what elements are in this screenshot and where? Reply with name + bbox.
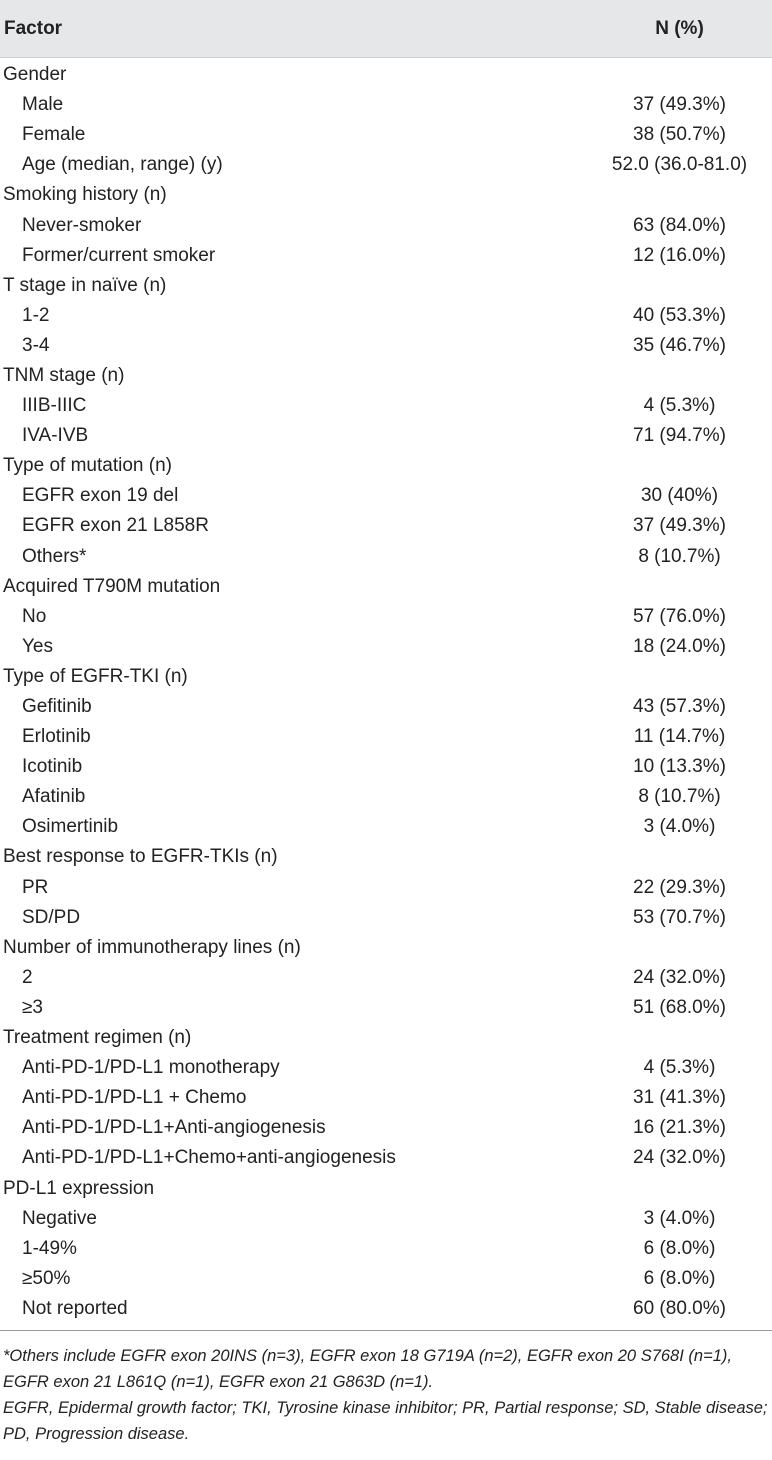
table-row <box>0 1143 772 1173</box>
factor-cell: SD/PD <box>22 906 81 928</box>
table-body <box>0 58 772 1324</box>
factor-cell: Others* <box>22 545 87 567</box>
table-row <box>0 692 772 722</box>
factor-cell: Best response to EGFR-TKIs (n) <box>3 846 278 868</box>
factor-cell: 2 <box>22 966 33 988</box>
value-cell: 43 (57.3%) <box>633 696 726 718</box>
value-cell: 71 (94.7%) <box>633 425 726 447</box>
table-row <box>0 782 772 812</box>
value-cell: 57 (76.0%) <box>633 605 726 627</box>
table-section-row <box>0 361 772 391</box>
value-cell: 11 (14.7%) <box>633 726 726 748</box>
factor-cell: Afatinib <box>22 786 86 808</box>
table-section-row <box>0 662 772 692</box>
factor-cell: Smoking history (n) <box>3 184 167 206</box>
factor-cell: Not reported <box>22 1297 128 1319</box>
table-row <box>0 1294 772 1324</box>
table-row <box>0 210 772 240</box>
table-row <box>0 331 772 361</box>
factor-cell: T stage in naïve (n) <box>3 274 167 296</box>
table-row <box>0 481 772 511</box>
table-row <box>0 1083 772 1113</box>
value-cell: 38 (50.7%) <box>633 124 726 146</box>
factor-cell: Gender <box>3 64 67 86</box>
table-row <box>0 1204 772 1234</box>
value-cell: 51 (68.0%) <box>633 996 726 1018</box>
factor-cell: Age (median, range) (y) <box>22 154 223 176</box>
header-n-percent: N (%) <box>655 17 704 39</box>
table-section-row <box>0 451 772 481</box>
factor-cell: 1-2 <box>22 304 50 326</box>
table-section-row <box>0 60 772 90</box>
table-section-row <box>0 271 772 301</box>
factor-cell: Type of mutation (n) <box>3 455 172 477</box>
factor-cell: 1-49% <box>22 1237 77 1259</box>
factor-cell: Former/current smoker <box>22 244 216 266</box>
value-cell: 10 (13.3%) <box>633 756 726 778</box>
value-cell: 37 (49.3%) <box>633 94 726 116</box>
factor-cell: Yes <box>22 635 53 657</box>
table-row <box>0 90 772 120</box>
header-factor: Factor <box>4 17 63 39</box>
factor-cell: 3-4 <box>22 334 50 356</box>
factor-cell: PD-L1 expression <box>3 1177 155 1199</box>
factor-cell: Osimertinib <box>22 816 119 838</box>
footnote-abbreviations: EGFR, Epidermal growth factor; TKI, Tyrosine kinase inhibitor; PR, Partial response; SD, Stable disease; PD, Progression disease. <box>3 1398 768 1443</box>
factor-cell: IIIB-IIIC <box>22 395 87 417</box>
factor-cell: Female <box>22 124 86 146</box>
factor-cell: TNM stage (n) <box>3 364 125 386</box>
table-section-row <box>0 572 772 602</box>
factor-cell: Male <box>22 94 64 116</box>
table-row <box>0 1053 772 1083</box>
table-section-row <box>0 1173 772 1203</box>
value-cell: 3 (4.0%) <box>643 1207 716 1229</box>
factor-cell: Treatment regimen (n) <box>3 1027 192 1049</box>
table-row <box>0 421 772 451</box>
table-header-row <box>0 0 772 58</box>
value-cell: 24 (32.0%) <box>633 966 726 988</box>
factor-cell: Anti-PD-1/PD-L1+Anti-angiogenesis <box>22 1117 326 1139</box>
value-cell: 30 (40%) <box>640 485 719 507</box>
factor-cell: Type of EGFR-TKI (n) <box>3 665 188 687</box>
table-row <box>0 752 772 782</box>
table-row <box>0 812 772 842</box>
value-cell: 18 (24.0%) <box>633 635 726 657</box>
value-cell: 6 (8.0%) <box>643 1267 716 1289</box>
factor-cell: Acquired T790M mutation <box>3 575 221 597</box>
value-cell: 63 (84.0%) <box>633 214 726 236</box>
table-row <box>0 873 772 903</box>
value-cell: 8 (10.7%) <box>638 545 721 567</box>
table-row <box>0 1264 772 1294</box>
table-row <box>0 391 772 421</box>
factor-cell: ≥50% <box>22 1267 71 1289</box>
factor-cell: Negative <box>22 1207 97 1229</box>
value-cell: 6 (8.0%) <box>643 1237 716 1259</box>
table-row <box>0 301 772 331</box>
value-cell: 22 (29.3%) <box>633 876 726 898</box>
factor-cell: Anti-PD-1/PD-L1 monotherapy <box>22 1057 280 1079</box>
value-cell: 52.0 (36.0-81.0) <box>611 154 748 176</box>
table-section-row <box>0 842 772 872</box>
value-cell: 31 (41.3%) <box>633 1087 726 1109</box>
value-cell: 35 (46.7%) <box>633 334 726 356</box>
factor-cell: IVA-IVB <box>22 425 89 447</box>
table-row <box>0 1113 772 1143</box>
value-cell: 60 (80.0%) <box>633 1297 726 1319</box>
table-row <box>0 120 772 150</box>
value-cell: 12 (16.0%) <box>633 244 726 266</box>
factor-cell: ≥3 <box>22 996 43 1018</box>
table-section-row <box>0 933 772 963</box>
factor-cell: Never-smoker <box>22 214 142 236</box>
value-cell: 4 (5.3%) <box>643 395 716 417</box>
table-row <box>0 150 772 180</box>
factor-cell: Anti-PD-1/PD-L1 + Chemo <box>22 1087 247 1109</box>
factor-cell: No <box>22 605 47 627</box>
table-section-row <box>0 180 772 210</box>
value-cell: 24 (32.0%) <box>633 1147 726 1169</box>
factor-cell: Number of immunotherapy lines (n) <box>3 936 301 958</box>
value-cell: 16 (21.3%) <box>633 1117 726 1139</box>
table-row <box>0 632 772 662</box>
table-row <box>0 993 772 1023</box>
table-footnotes <box>0 1331 772 1447</box>
table-section-row <box>0 1023 772 1053</box>
table-row <box>0 511 772 541</box>
table-row <box>0 542 772 572</box>
table-row <box>0 903 772 933</box>
value-cell: 4 (5.3%) <box>643 1057 716 1079</box>
factor-cell: Gefitinib <box>22 696 92 718</box>
table-row <box>0 241 772 271</box>
factor-cell: PR <box>22 876 49 898</box>
factor-cell: Icotinib <box>22 756 83 778</box>
factor-cell: EGFR exon 21 L858R <box>22 515 209 537</box>
value-cell: 40 (53.3%) <box>633 304 726 326</box>
value-cell: 37 (49.3%) <box>633 515 726 537</box>
factor-cell: EGFR exon 19 del <box>22 485 179 507</box>
table-row <box>0 722 772 752</box>
value-cell: 3 (4.0%) <box>643 816 716 838</box>
table-row <box>0 1234 772 1264</box>
table-row <box>0 602 772 632</box>
value-cell: 8 (10.7%) <box>638 786 721 808</box>
table-row <box>0 963 772 993</box>
value-cell: 53 (70.7%) <box>633 906 726 928</box>
factor-cell: Erlotinib <box>22 726 91 748</box>
footnote-others: *Others include EGFR exon 20INS (n=3), EGFR exon 18 G719A (n=2), EGFR exon 20 S768I (n=1), EGFR exon 21 L861Q (n=1), EGFR exon 21 G863D (n=1). <box>3 1346 732 1391</box>
factor-cell: Anti-PD-1/PD-L1+Chemo+anti-angiogenesis <box>22 1147 396 1169</box>
